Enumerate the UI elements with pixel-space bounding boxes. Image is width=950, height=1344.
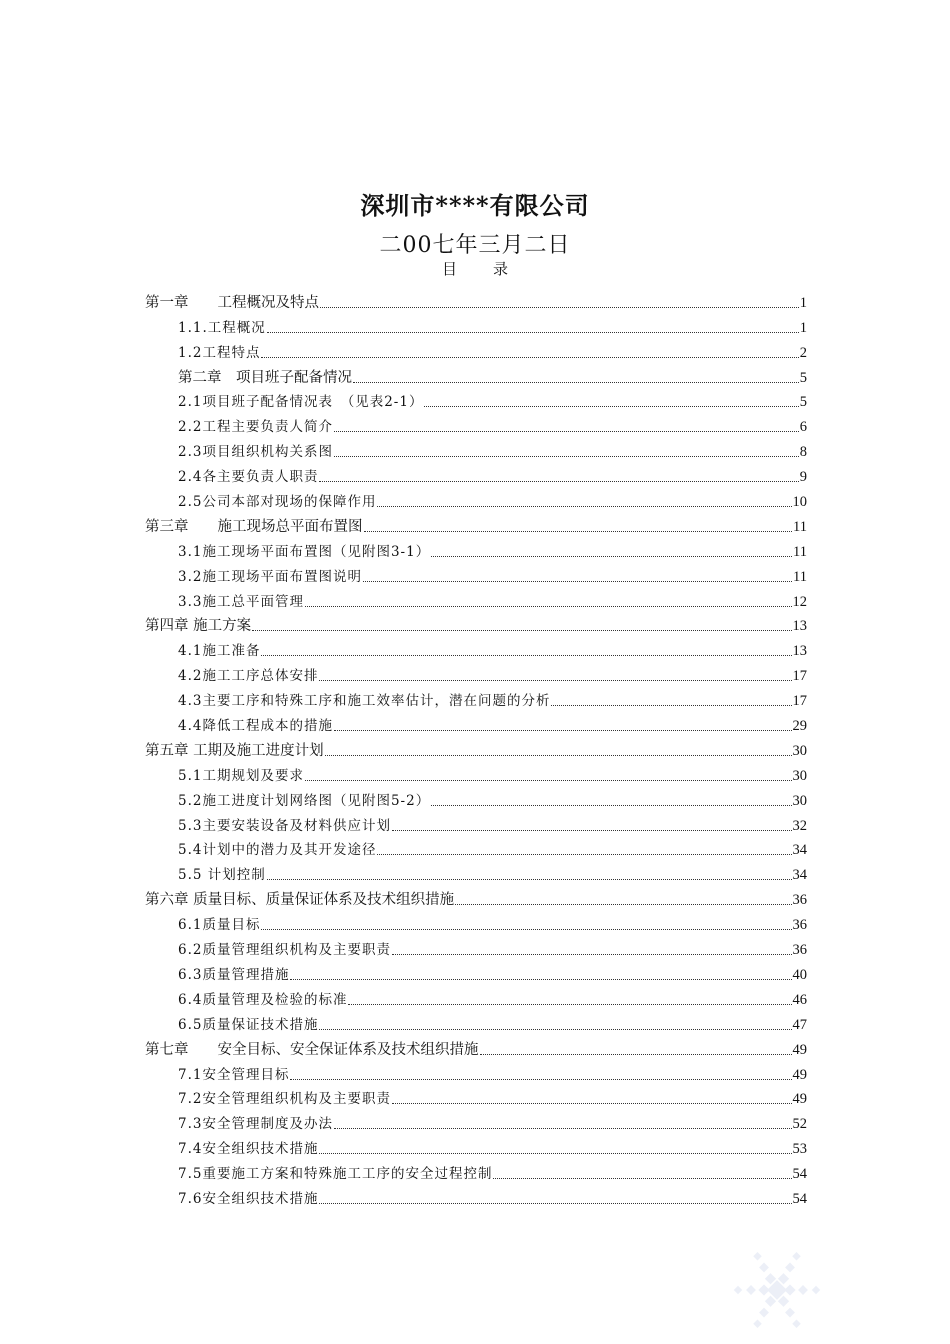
toc-section-entry[interactable] [145,859,807,884]
toc-section-entry[interactable] [145,685,807,710]
toc-entry-label: 7.5重要施工方案和特殊施工工序的安全过程控制 [178,1166,493,1183]
dot-leader [267,332,799,333]
toc-section-entry[interactable] [145,312,807,337]
toc-heading-char-1: 目 [441,260,457,278]
dot-leader [431,805,791,806]
toc-entry-page-number: 49 [792,1041,807,1058]
dot-leader [493,1178,791,1179]
toc-section-entry[interactable] [145,536,807,561]
toc-section-entry[interactable] [145,1183,807,1208]
company-title: 深圳市****有限公司 [360,191,590,220]
toc-chapter-entry[interactable] [145,735,807,760]
toc-entry-page-number: 11 [793,543,807,560]
toc-entry-page-number: 6 [799,419,807,436]
toc-entry-label: 7.4安全组织技术措施 [178,1141,319,1158]
toc-entry-page-number: 8 [799,444,807,461]
toc-entry-page-number: 46 [792,991,807,1008]
toc-chapter-entry[interactable] [145,884,807,909]
dot-leader [319,481,798,482]
toc-entry-page-number: 32 [792,817,807,834]
toc-section-entry[interactable] [145,411,807,436]
dot-leader [353,382,799,383]
dot-leader [334,730,792,731]
toc-entry-page-number: 12 [792,593,807,610]
toc-entry-page-number: 36 [792,917,807,934]
dot-leader [290,979,791,980]
dot-leader [551,705,791,706]
toc-section-entry[interactable] [145,1158,807,1183]
dot-leader [364,531,793,532]
dot-leader [305,606,792,607]
dot-leader [334,431,799,432]
toc-entry-label: 2.2工程主要负责人简介 [178,419,333,436]
toc-section-entry[interactable] [145,835,807,860]
toc-section-entry[interactable] [145,436,807,461]
toc-section-entry[interactable] [145,1108,807,1133]
toc-entry-page-number: 17 [792,668,807,685]
toc-chapter-entry[interactable] [145,1034,807,1059]
toc-entry-label: 6.5质量保证技术措施 [178,1016,319,1033]
dot-leader [290,1079,791,1080]
toc-entry-page-number: 40 [792,966,807,983]
toc-entry-page-number: 13 [792,643,807,660]
toc-entry-page-number: 49 [792,1066,807,1083]
toc-section-entry[interactable] [145,710,807,735]
toc-entry-page-number: 5 [799,394,807,411]
toc-entry-label: 5.5 计划控制 [178,867,266,884]
dot-leader [377,854,791,855]
toc-entry-label: 2.3项目组织机构关系图 [178,444,333,461]
dot-leader [319,1029,791,1030]
toc-entry-label: 2.5公司本部对现场的保障作用 [178,494,377,511]
dot-leader [261,929,791,930]
toc-section-entry[interactable] [145,785,807,810]
dot-leader [267,879,792,880]
toc-entry-label: 4.3主要工序和特殊工序和施工效率估计，潜在问题的分析 [178,693,551,710]
toc-entry-page-number: 1 [799,294,807,311]
toc-entry-page-number: 30 [792,742,807,759]
toc-entry-page-number: 34 [792,842,807,859]
toc-entry-label: 7.6安全组织技术措施 [178,1190,319,1207]
dot-leader [334,456,799,457]
toc-entry-page-number: 30 [792,767,807,784]
toc-entry-page-number: 54 [792,1166,807,1183]
dot-leader [392,1103,792,1104]
toc-entry-label: 5.4计划中的潜力及其开发途径 [178,842,377,859]
toc-section-entry[interactable] [145,660,807,685]
toc-chapter-entry[interactable] [145,287,807,312]
dot-leader [320,307,799,308]
toc-heading [0,258,950,279]
toc-section-entry[interactable] [145,561,807,586]
toc-section-entry[interactable] [145,984,807,1009]
toc-entry-page-number: 47 [792,1016,807,1033]
toc-entry-label: 3.2施工现场平面布置图说明 [178,568,362,585]
toc-section-entry[interactable] [145,760,807,785]
dot-leader [363,581,792,582]
toc-entry-label: 7.3安全管理制度及办法 [178,1116,333,1133]
toc-entry-label: 7.2安全管理组织机构及主要职责 [178,1091,391,1108]
dot-leader [377,506,791,507]
toc-section-entry[interactable] [145,337,807,362]
dot-leader [424,406,798,407]
toc-section-entry[interactable] [145,909,807,934]
toc-entry-label: 5.1工期规划及要求 [178,767,304,784]
dot-leader [305,780,792,781]
dot-leader [325,755,792,756]
dot-leader [348,1004,791,1005]
toc-entry-label: 6.3质量管理措施 [178,966,290,983]
toc-entry-label: 4.1施工准备 [178,643,261,660]
dot-leader [480,1054,792,1055]
toc-entry-label: 3.3施工总平面管理 [178,593,304,610]
toc-entry-label: 5.2施工进度计划网络图（见附图5-2） [178,792,431,809]
toc-entry-page-number: 13 [792,618,807,635]
dot-leader [431,556,792,557]
toc-section-entry[interactable] [145,1009,807,1034]
toc-heading-char-2: 录 [493,260,509,278]
table-of-contents [145,287,807,1208]
toc-entry-page-number: 29 [792,718,807,735]
dot-leader [334,1128,792,1129]
toc-entry-label: 2.4各主要负责人职责 [178,469,319,486]
toc-entry-label: 第四章 施工方案 [145,618,252,635]
toc-entry-label: 4.4降低工程成本的措施 [178,718,333,735]
toc-section-entry[interactable] [145,461,807,486]
toc-entry-page-number: 30 [792,792,807,809]
toc-entry-label: 3.1施工现场平面布置图（见附图3-1） [178,543,431,560]
toc-entry-page-number: 52 [792,1116,807,1133]
toc-entry-label: 1.2工程特点 [178,344,261,361]
toc-chapter-entry[interactable] [145,611,807,636]
toc-section-entry[interactable] [145,1059,807,1084]
toc-entry-label: 6.4质量管理及检验的标准 [178,991,348,1008]
toc-entry-page-number: 9 [799,469,807,486]
toc-entry-label: 7.1安全管理目标 [178,1066,290,1083]
toc-entry-page-number: 54 [792,1190,807,1207]
toc-entry-page-number: 1 [799,319,807,336]
toc-entry-label: 第一章 工程概况及特点 [145,294,319,311]
dot-leader [261,357,798,358]
toc-entry-page-number: 34 [792,867,807,884]
toc-section-entry[interactable] [145,586,807,611]
toc-entry-label: 第五章 工期及施工进度计划 [145,742,324,759]
dot-leader [392,830,792,831]
snowflake-logo-icon [722,1238,832,1338]
toc-section-entry[interactable] [145,959,807,984]
document-date: 二00七年三月二日 [379,233,571,258]
toc-entry-label: 4.2施工工序总体安排 [178,668,319,685]
toc-entry-page-number: 10 [792,494,807,511]
toc-section-entry[interactable] [145,387,807,412]
toc-section-entry[interactable] [145,486,807,511]
dot-leader [319,680,791,681]
dot-leader [392,954,792,955]
toc-entry-label: 1.1.工程概况 [178,319,266,336]
toc-entry-page-number: 53 [792,1141,807,1158]
toc-entry-page-number: 49 [792,1091,807,1108]
toc-chapter-entry[interactable] [145,362,807,387]
toc-entry-page-number: 36 [792,942,807,959]
toc-entry-label: 6.2质量管理组织机构及主要职责 [178,942,391,959]
dot-leader [252,630,791,631]
toc-entry-page-number: 36 [792,892,807,909]
toc-entry-label: 第二章 项目班子配备情况 [178,369,352,386]
toc-section-entry[interactable] [145,810,807,835]
dot-leader [319,1153,791,1154]
dot-leader [319,1203,791,1204]
dot-leader [261,655,791,656]
toc-entry-label: 第三章 施工现场总平面布置图 [145,518,363,535]
dot-leader [455,904,791,905]
toc-section-entry[interactable] [145,934,807,959]
toc-entry-page-number: 11 [793,518,807,535]
toc-entry-label: 第七章 安全目标、安全保证体系及技术组织措施 [145,1041,479,1058]
toc-entry-page-number: 11 [793,568,807,585]
toc-section-entry[interactable] [145,1084,807,1109]
toc-entry-label: 第六章 质量目标、质量保证体系及技术组织措施 [145,892,455,909]
toc-entry-label: 6.1质量目标 [178,917,261,934]
toc-chapter-entry[interactable] [145,511,807,536]
toc-section-entry[interactable] [145,1133,807,1158]
toc-entry-page-number: 17 [792,693,807,710]
toc-entry-label: 2.1项目班子配备情况表 （见表2-1） [178,394,424,411]
toc-section-entry[interactable] [145,635,807,660]
toc-entry-label: 5.3主要安装设备及材料供应计划 [178,817,391,834]
toc-entry-page-number: 2 [799,344,807,361]
toc-entry-page-number: 5 [799,369,807,386]
